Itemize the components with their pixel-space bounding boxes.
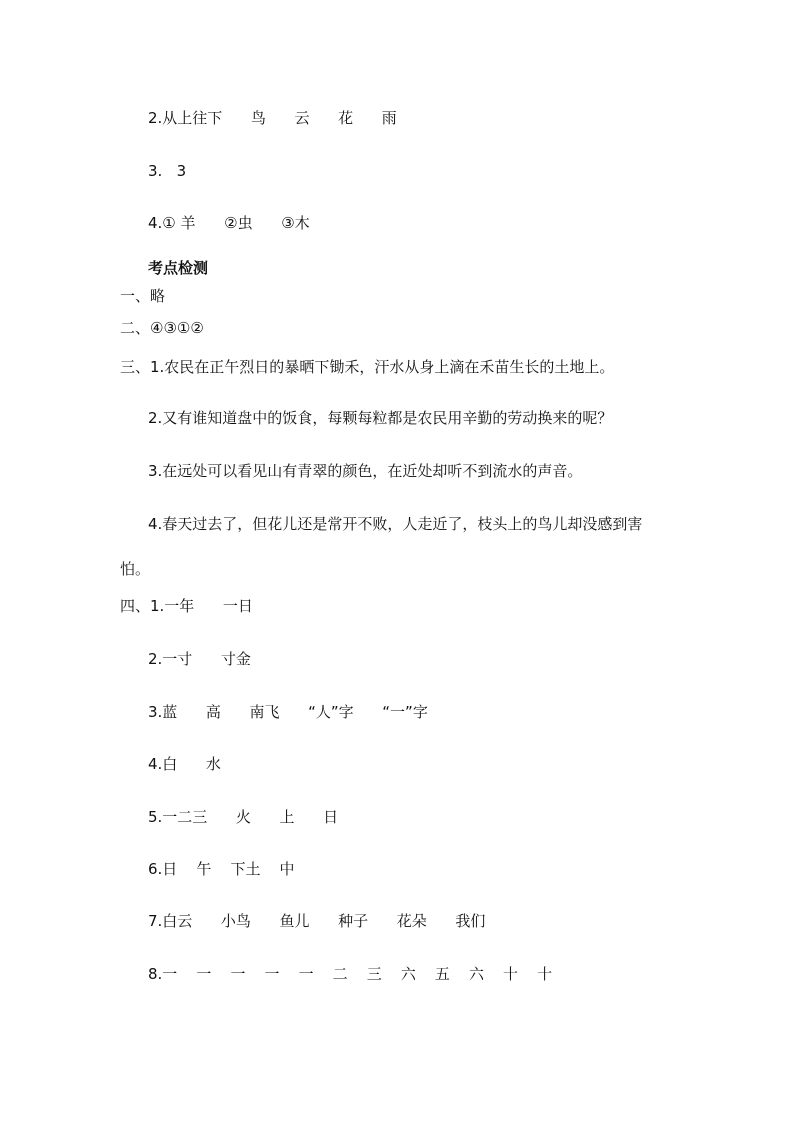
section-4-item-1: 四、1.一年 一日 bbox=[120, 597, 253, 615]
section-1: 一、略 bbox=[120, 287, 166, 305]
section-3-item-1: 三、1.农民在正午烈日的暴晒下锄禾，汗水从身上滴在禾苗生长的土地上。 bbox=[120, 358, 615, 376]
section-3-item-3: 3.在远处可以看见山有青翠的颜色，在近处却听不到流水的声音。 bbox=[148, 462, 583, 480]
section-4-item-8: 8.一 一 一 一 一 二 三 六 五 六 十 十 bbox=[148, 965, 553, 983]
section-4-item-6: 6.日 午 下土 中 bbox=[148, 860, 295, 878]
answer-line-3: 3. 3 bbox=[148, 162, 187, 180]
section-4-item-4: 4.白 水 bbox=[148, 755, 221, 773]
answer-line-4: 4.① 羊 ②虫 ③木 bbox=[148, 214, 310, 232]
section-2: 二、④③①② bbox=[120, 319, 204, 337]
answer-line-2: 2.从上往下 鸟 云 花 雨 bbox=[148, 109, 397, 127]
section-heading: 考点检测 bbox=[148, 259, 209, 277]
section-4-item-7: 7.白云 小鸟 鱼儿 种子 花朵 我们 bbox=[148, 912, 486, 930]
section-3-item-2: 2.又有谁知道盘中的饭食，每颗每粒都是农民用辛勤的劳动换来的呢？ bbox=[148, 409, 613, 427]
section-4-item-3: 3.蓝 高 南飞 “人”字 “一”字 bbox=[148, 703, 428, 721]
section-4-item-2: 2.一寸 寸金 bbox=[148, 650, 251, 668]
section-3-item-4: 4.春天过去了，但花儿还是常开不败，人走近了，枝头上的鸟儿却没感到害 bbox=[148, 515, 643, 533]
section-3-item-4-cont: 怕。 bbox=[120, 560, 151, 578]
section-4-item-5: 5.一二三 火 上 日 bbox=[148, 808, 339, 826]
